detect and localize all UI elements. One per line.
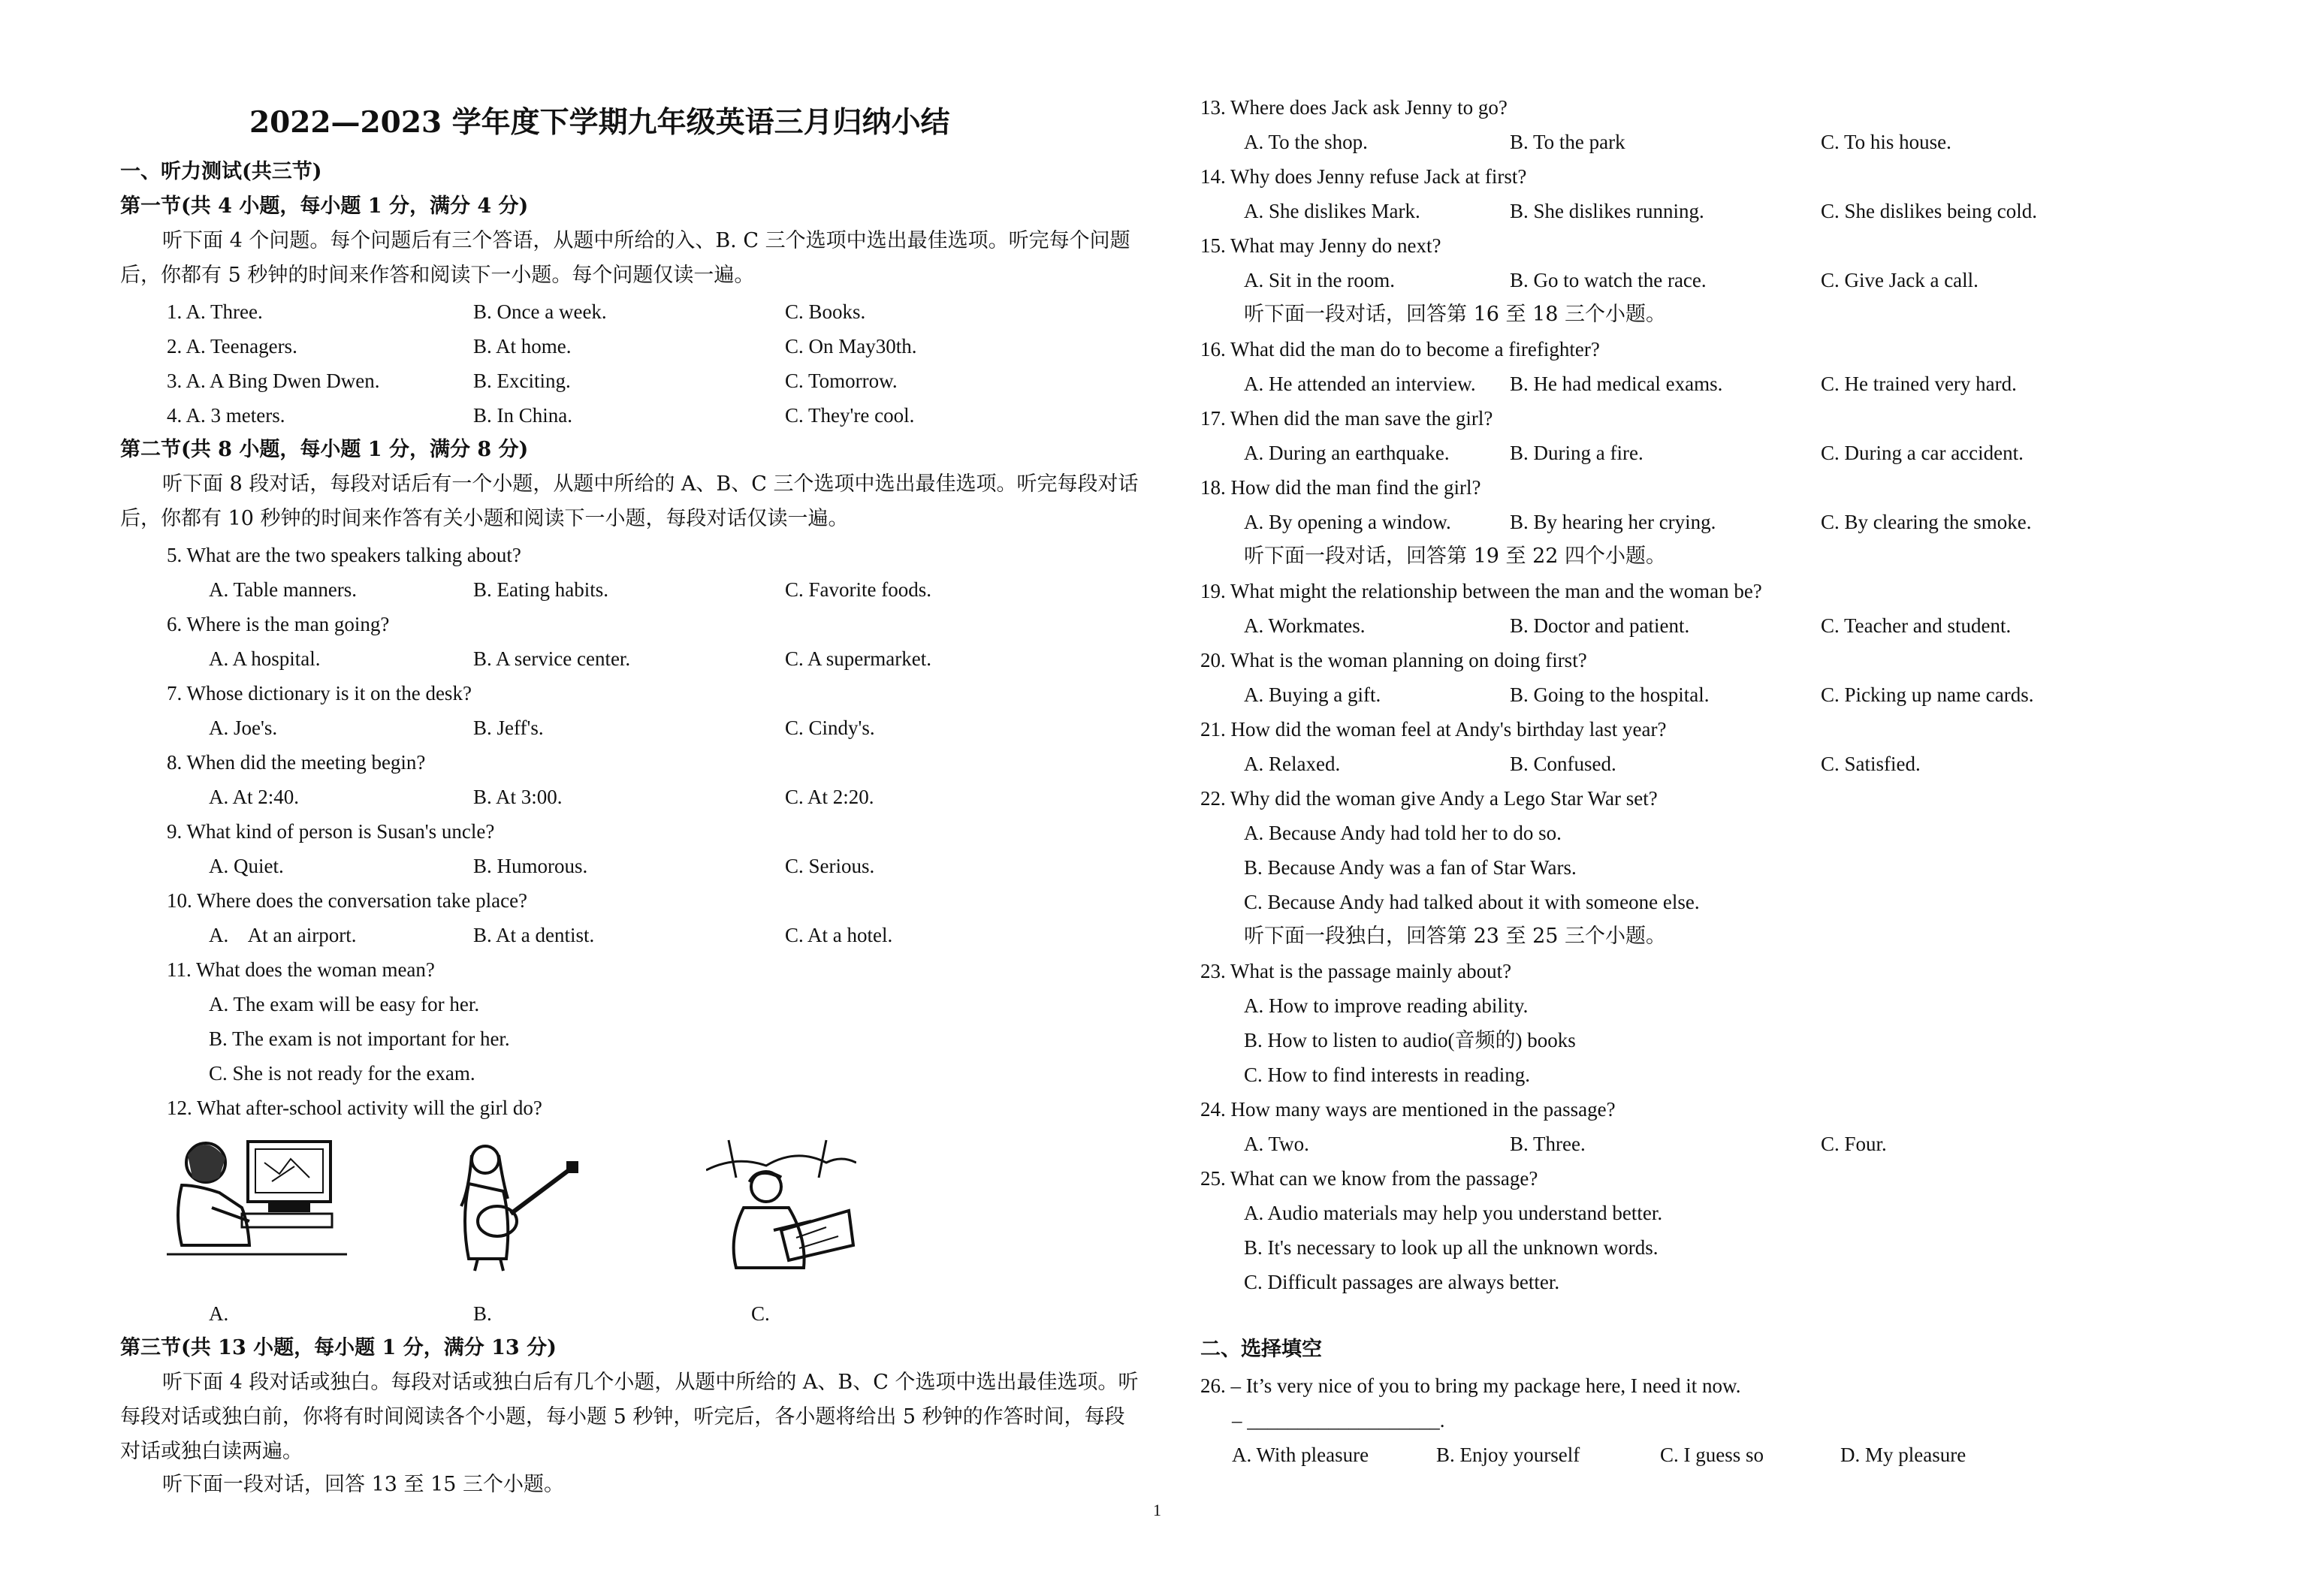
- q12-label-b: B.: [473, 1302, 492, 1325]
- q5-option-c: C. Favorite foods.: [785, 578, 931, 601]
- q10-option-b: B. At a dentist.: [473, 924, 595, 946]
- q2-option-a: 2. A. Teenagers.: [167, 335, 297, 358]
- q1-option-a: 1. A. Three.: [167, 300, 263, 323]
- q21-option-b: B. Confused.: [1510, 753, 1616, 775]
- q12-question: 12. What after-school activity will the girl do?: [167, 1097, 542, 1119]
- q15-option-c: C. Give Jack a call.: [1821, 269, 1979, 291]
- q20-question: 20. What is the woman planning on doing first?: [1200, 649, 1587, 671]
- q8-option-c: C. At 2:20.: [785, 786, 874, 808]
- q19-option-c: C. Teacher and student.: [1821, 614, 2012, 637]
- q13-option-c: C. To his house.: [1821, 131, 1951, 153]
- q21-option-a: A. Relaxed.: [1244, 753, 1341, 775]
- q8-option-a: A. At 2:40.: [209, 786, 300, 808]
- q14-question: 14. Why does Jenny refuse Jack at first?: [1200, 165, 1527, 188]
- q26-option-c: C. I guess so: [1660, 1444, 1764, 1466]
- part2-heading: 二、选择填空: [1200, 1338, 1322, 1361]
- q11-option-c: C. She is not ready for the exam.: [209, 1062, 475, 1085]
- q25-option-c: C. Difficult passages are always better.: [1244, 1271, 1560, 1293]
- q2-option-b: B. At home.: [473, 335, 572, 358]
- q9-option-a: A. Quiet.: [209, 855, 284, 877]
- q22-option-a: A. Because Andy had told her to do so.: [1244, 822, 1562, 844]
- q12-label-a: A.: [209, 1302, 229, 1325]
- q18-question: 18. How did the man find the girl?: [1200, 476, 1481, 499]
- q24-question: 24. How many ways are mentioned in the passage?: [1200, 1098, 1616, 1121]
- q19-question: 19. What might the relationship between the man and the woman be?: [1200, 580, 1762, 602]
- sec1-heading: 第一节(共 4 小题，每小题 1 分，满分 4 分): [120, 195, 529, 218]
- q7-option-c: C. Cindy's.: [785, 717, 875, 739]
- sec1-instructions: 听下面 4 个问题。每个问题后有三个答语，从题中所给的入、B. C 三个选项中选出最佳选项。听完每个问题后，你都有 5 秒钟的时间来作答和阅读下一小题。每个问题仅读一遍。: [120, 229, 1130, 287]
- q24-option-a: A. Two.: [1244, 1133, 1309, 1155]
- q21-question: 21. How did the woman feel at Andy's birthday last year?: [1200, 718, 1667, 741]
- q20-option-c: C. Picking up name cards.: [1821, 683, 2034, 706]
- q3-option-b: B. Exciting.: [473, 370, 571, 392]
- q13-option-a: A. To the shop.: [1244, 131, 1368, 153]
- q7-option-b: B. Jeff's.: [473, 717, 544, 739]
- q9-question: 9. What kind of person is Susan's uncle?: [167, 820, 495, 843]
- q20-option-a: A. Buying a gift.: [1244, 683, 1381, 706]
- q9-option-b: B. Humorous.: [473, 855, 588, 877]
- note-2: 听下面一段对话，回答第 16 至 18 三个小题。: [1244, 303, 1667, 326]
- q1-option-b: B. Once a week.: [473, 300, 607, 323]
- q11-question: 11. What does the woman mean?: [167, 958, 435, 981]
- q14-option-a: A. She dislikes Mark.: [1244, 200, 1420, 222]
- computer-icon: [167, 1133, 347, 1260]
- q15-option-a: A. Sit in the room.: [1244, 269, 1395, 291]
- q16-option-b: B. He had medical exams.: [1510, 373, 1723, 395]
- q26-option-b: B. Enjoy yourself: [1436, 1444, 1580, 1466]
- sec2-heading: 第二节(共 8 小题，每小题 1 分，满分 8 分): [120, 438, 529, 461]
- q3-option-c: C. Tomorrow.: [785, 370, 898, 392]
- q19-option-b: B. Doctor and patient.: [1510, 614, 1690, 637]
- sec3-instructions: 听下面 4 段对话或独白。每段对话或独白后有几个小题，从题中所给的 A、B、C 个选项中选出最佳选项。听每段对话或独白前，你将有时间阅读各个小题，每小题 5 秒钟，听完后，各小题将给出 5 秒钟的作答时间，每段对话或独白读两遍。: [120, 1371, 1139, 1463]
- q4-option-b: B. In China.: [473, 404, 572, 427]
- q14-option-c: C. She dislikes being cold.: [1821, 200, 2037, 222]
- q5-option-b: B. Eating habits.: [473, 578, 608, 601]
- q2-option-c: C. On May30th.: [785, 335, 917, 358]
- q23-option-b: B. How to listen to audio(音频的) books: [1244, 1029, 1576, 1051]
- q9-option-c: C. Serious.: [785, 855, 875, 877]
- q26-option-d: D. My pleasure: [1840, 1444, 1966, 1466]
- q25-option-b: B. It's necessary to look up all the unknown words.: [1244, 1236, 1659, 1259]
- q16-question: 16. What did the man do to become a firefighter?: [1200, 338, 1600, 361]
- q17-option-a: A. During an earthquake.: [1244, 442, 1450, 464]
- q26-line-2: – ___________________.: [1232, 1409, 1445, 1432]
- q16-option-c: C. He trained very hard.: [1821, 373, 2017, 395]
- q3-option-a: 3. A. A Bing Dwen Dwen.: [167, 370, 380, 392]
- q6-option-b: B. A service center.: [473, 647, 631, 670]
- sec3-note-1: 听下面一段对话，回答 13 至 15 三个小题。: [162, 1473, 565, 1496]
- q11-option-b: B. The exam is not important for her.: [209, 1027, 510, 1050]
- q10-option-a: A. At an airport.: [209, 924, 357, 946]
- q23-question: 23. What is the passage mainly about?: [1200, 960, 1512, 982]
- q10-option-c: C. At a hotel.: [785, 924, 893, 946]
- guitar-icon: [439, 1139, 589, 1274]
- q16-option-a: A. He attended an interview.: [1244, 373, 1476, 395]
- q4-option-a: 4. A. 3 meters.: [167, 404, 285, 427]
- q11-option-a: A. The exam will be easy for her.: [209, 993, 480, 1015]
- q14-option-b: B. She dislikes running.: [1510, 200, 1704, 222]
- note-3: 听下面一段对话，回答第 19 至 22 四个小题。: [1244, 545, 1667, 568]
- page-number: 1: [1153, 1501, 1161, 1519]
- q6-option-c: C. A supermarket.: [785, 647, 931, 670]
- q7-option-a: A. Joe's.: [209, 717, 278, 739]
- q15-option-b: B. Go to watch the race.: [1510, 269, 1707, 291]
- q5-question: 5. What are the two speakers talking about?: [167, 544, 521, 566]
- q26-option-a: A. With pleasure: [1232, 1444, 1369, 1466]
- q22-question: 22. Why did the woman give Andy a Lego Star War set?: [1200, 787, 1658, 810]
- q26-line-1: 26. – It’s very nice of you to bring my package here, I need it now.: [1200, 1374, 1741, 1397]
- q18-option-b: B. By hearing her crying.: [1510, 511, 1716, 533]
- q20-option-b: B. Going to the hospital.: [1510, 683, 1710, 706]
- q13-question: 13. Where does Jack ask Jenny to go?: [1200, 96, 1508, 119]
- q1-option-c: C. Books.: [785, 300, 866, 323]
- q19-option-a: A. Workmates.: [1244, 614, 1366, 637]
- q25-question: 25. What can we know from the passage?: [1200, 1167, 1538, 1190]
- sec3-heading: 第三节(共 13 小题，每小题 1 分，满分 13 分): [120, 1336, 557, 1359]
- q8-option-b: B. At 3:00.: [473, 786, 563, 808]
- q24-option-b: B. Three.: [1510, 1133, 1586, 1155]
- q10-question: 10. Where does the conversation take place?: [167, 889, 528, 912]
- q12-label-c: C.: [751, 1302, 770, 1325]
- q4-option-c: C. They're cool.: [785, 404, 915, 427]
- q6-option-a: A. A hospital.: [209, 647, 321, 670]
- q21-option-c: C. Satisfied.: [1821, 753, 1921, 775]
- q18-option-c: C. By clearing the smoke.: [1821, 511, 2032, 533]
- q22-option-c: C. Because Andy had talked about it with someone else.: [1244, 891, 1700, 913]
- q7-question: 7. Whose dictionary is it on the desk?: [167, 682, 472, 704]
- q25-option-a: A. Audio materials may help you understand better.: [1244, 1202, 1663, 1224]
- note-4: 听下面一段独白，回答第 23 至 25 三个小题。: [1244, 925, 1667, 948]
- part1-heading: 一、听力测试(共三节): [120, 160, 322, 183]
- sec2-instructions: 听下面 8 段对话，每段对话后有一个小题，从题中所给的 A、B、C 三个选项中选出最佳选项。听完每段对话后，你都有 10 秒钟的时间来作答有关小题和阅读下一小题，每段对话仅读一遍。: [120, 472, 1139, 530]
- q24-option-c: C. Four.: [1821, 1133, 1887, 1155]
- q22-option-b: B. Because Andy was a fan of Star Wars.: [1244, 856, 1577, 879]
- q15-question: 15. What may Jenny do next?: [1200, 234, 1441, 257]
- q13-option-b: B. To the park: [1510, 131, 1625, 153]
- q17-question: 17. When did the man save the girl?: [1200, 407, 1493, 430]
- q5-option-a: A. Table manners.: [209, 578, 358, 601]
- q23-option-c: C. How to find interests in reading.: [1244, 1063, 1530, 1086]
- q18-option-a: A. By opening a window.: [1244, 511, 1451, 533]
- q23-option-a: A. How to improve reading ability.: [1244, 994, 1529, 1017]
- q6-question: 6. Where is the man going?: [167, 613, 390, 635]
- q17-option-c: C. During a car accident.: [1821, 442, 2024, 464]
- painting-icon: [706, 1133, 856, 1275]
- q8-question: 8. When did the meeting begin?: [167, 751, 426, 774]
- page-title: 2022—2023 学年度下学期九年级英语三月归纳小结: [249, 105, 950, 140]
- q17-option-b: B. During a fire.: [1510, 442, 1643, 464]
